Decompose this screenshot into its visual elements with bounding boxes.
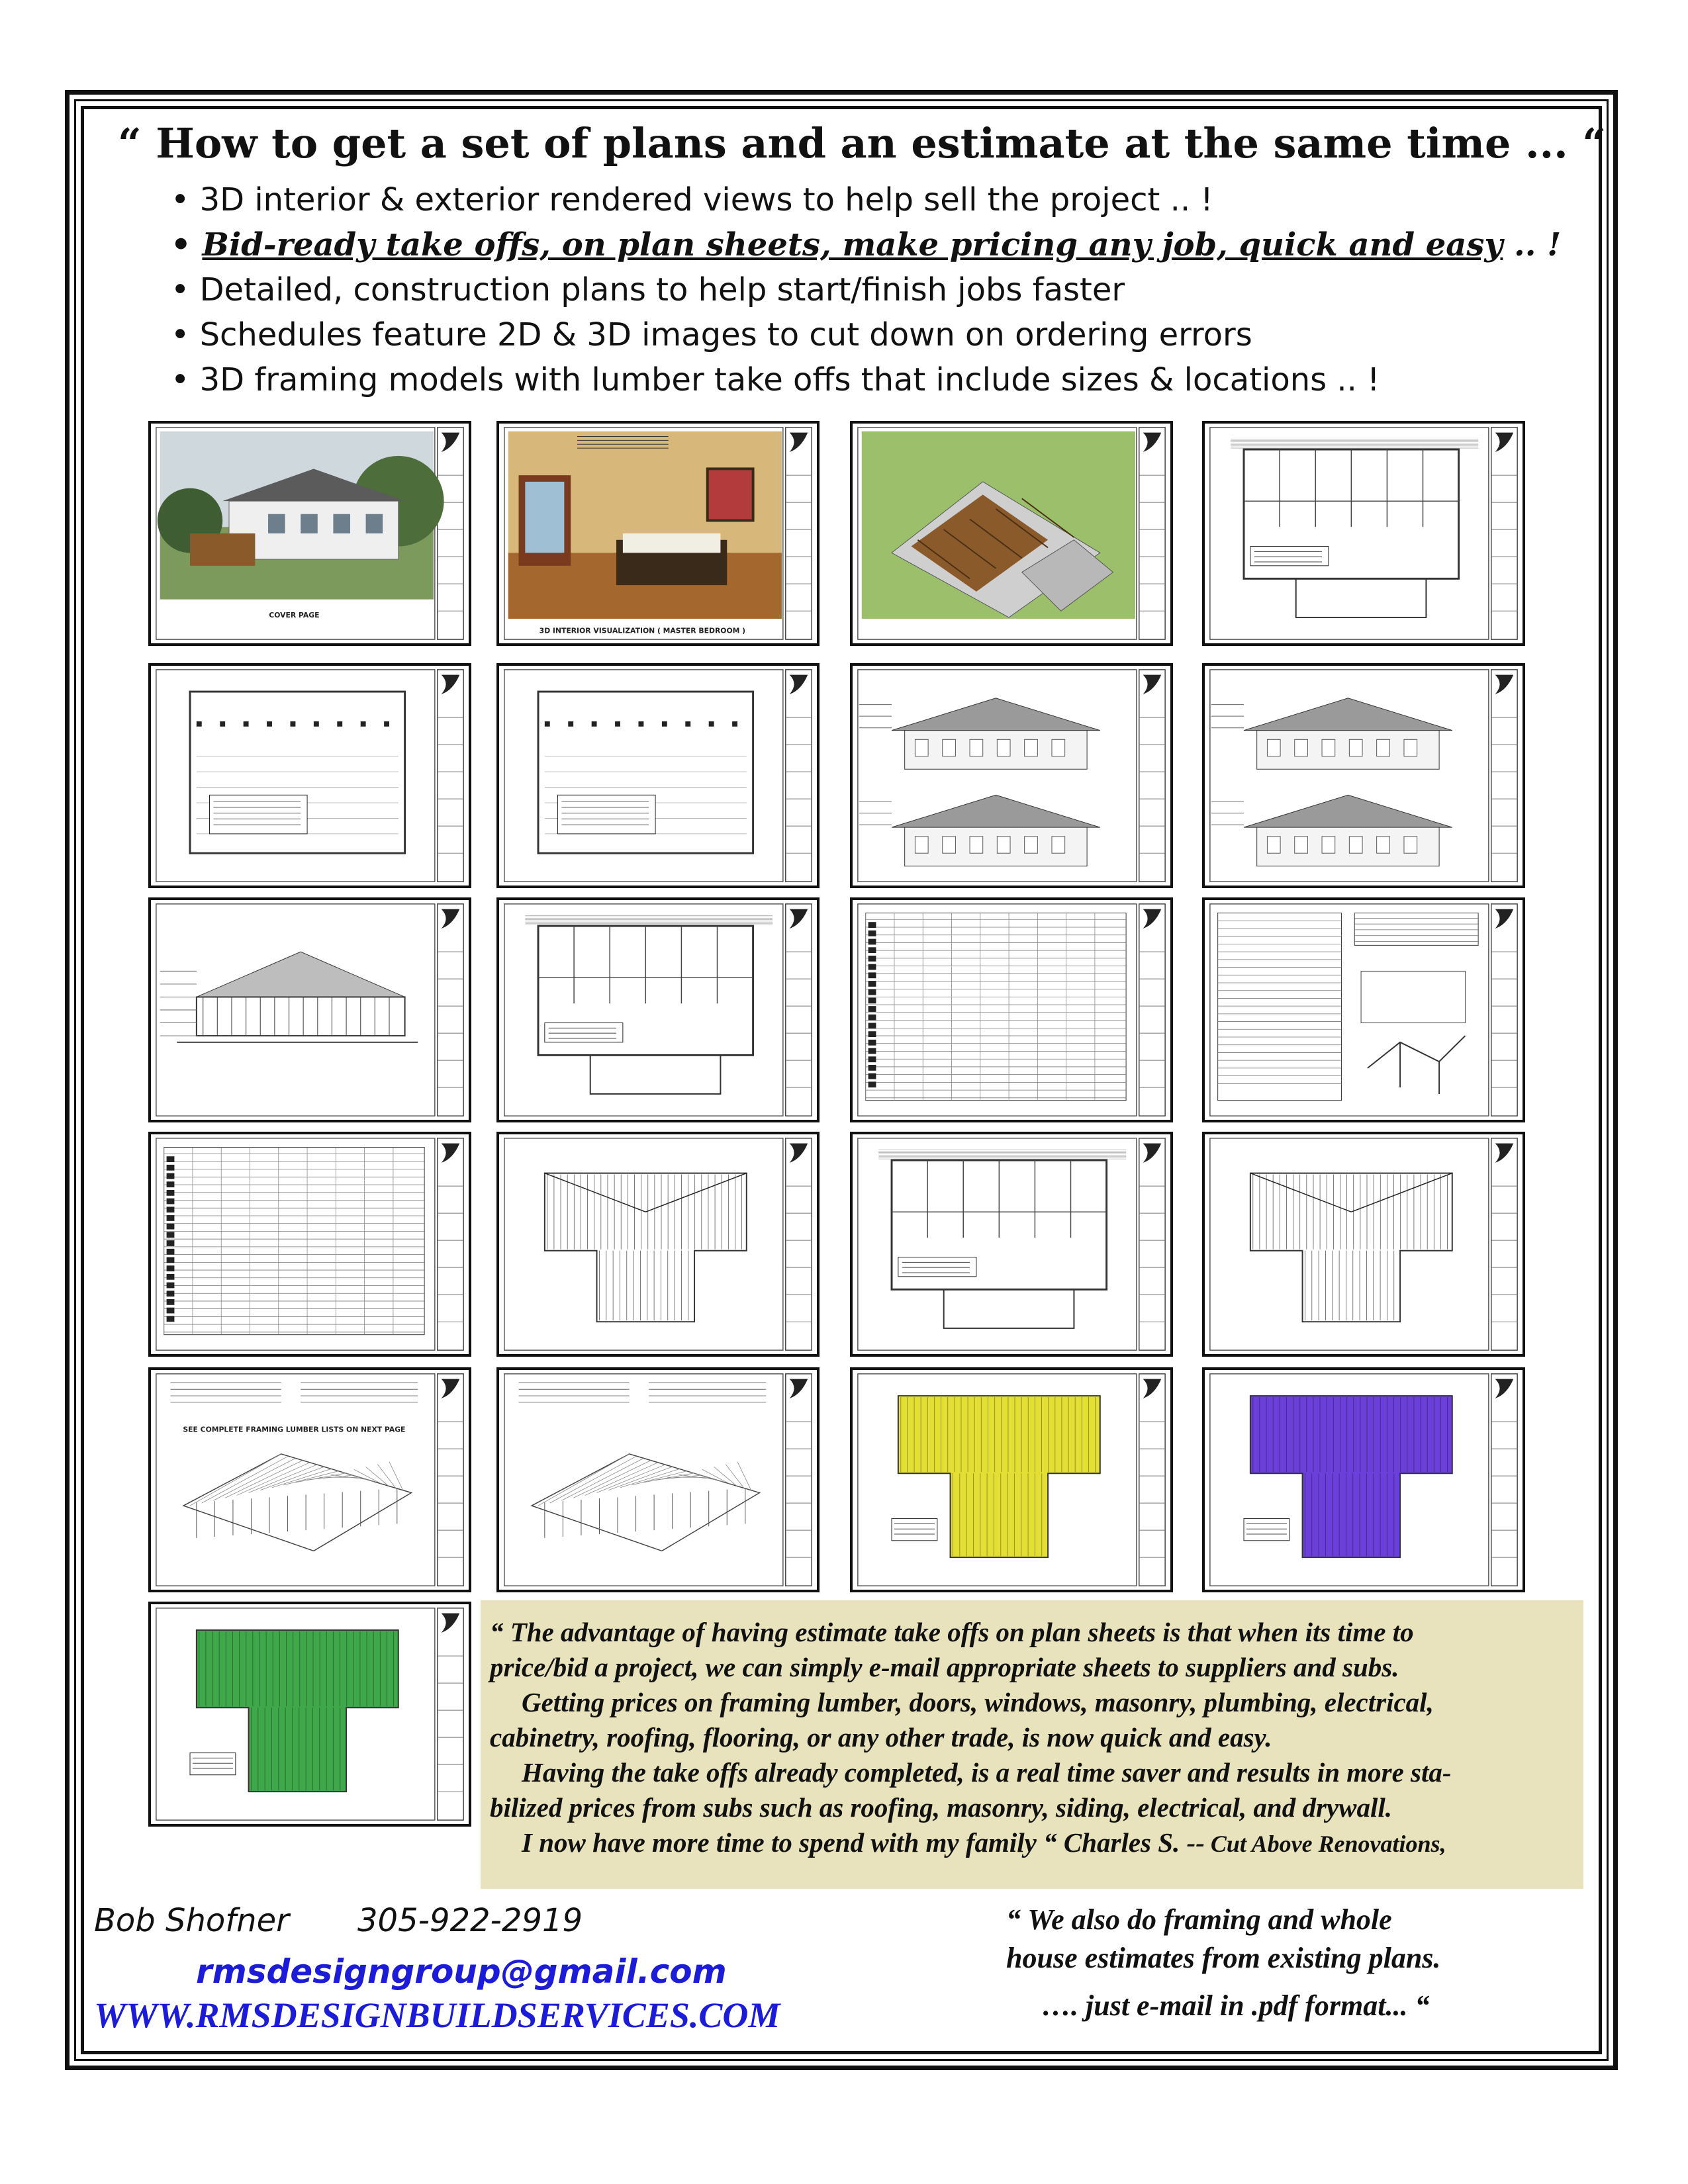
testimonial-line [490, 1825, 1566, 1862]
bullet-dot: • [171, 226, 203, 263]
plan-sheet-drawing [853, 424, 1170, 643]
plan-sheet-thumbnail [148, 663, 471, 888]
plan-sheet-drawing [151, 900, 469, 1120]
plan-sheet-drawing [151, 1604, 469, 1824]
plan-sheet-thumbnail [148, 1367, 471, 1592]
plan-sheet-thumbnail [496, 421, 820, 646]
plan-sheet-thumbnail [496, 1132, 820, 1357]
plan-sheet-thumbnail [148, 1132, 471, 1357]
plan-sheet-thumbnail [1202, 897, 1525, 1122]
plan-sheet-drawing [499, 666, 817, 886]
testimonial-line: Having the take offs already completed, is a real time saver and results in more sta- [522, 1757, 1452, 1788]
services-note-line: “ We also do framing and whole [1006, 1903, 1392, 1936]
headline: “ How to get a set of plans and an estimate at the same time ... “ [118, 119, 1607, 167]
plan-sheet-drawing [151, 1370, 469, 1590]
feature-item-highlight [171, 222, 1561, 267]
plan-sheet-thumbnail [496, 897, 820, 1122]
testimonial-closing: I now have more time to spend with my family “ Charles S. -- [522, 1827, 1205, 1858]
feature-highlight-text: Bid-ready take offs, on plan sheets, make pricing any job, quick and easy [202, 226, 1503, 263]
plan-sheet-thumbnail [850, 663, 1173, 888]
testimonial-line: Getting prices on framing lumber, doors, windows, masonry, plumbing, electrical, [522, 1687, 1434, 1717]
plan-sheet-thumbnail [1202, 1132, 1525, 1357]
thumbnail-caption: COVER PAGE [269, 610, 320, 619]
plan-sheet-thumbnail [148, 421, 471, 646]
services-note-line: …. just e-mail in .pdf format... “ [1042, 1989, 1430, 2022]
plan-sheet-thumbnail [496, 1367, 820, 1592]
plan-sheet-thumbnail [1202, 421, 1525, 646]
feature-item: • Schedules feature 2D & 3D images to cut down on ordering errors [171, 316, 1252, 353]
testimonial-line: price/bid a project, we can simply e-mail appropriate sheets to suppliers and subs. [490, 1652, 1399, 1682]
feature-highlight-tail: .. ! [1503, 226, 1562, 263]
plan-sheet-drawing [1205, 1370, 1523, 1590]
plan-sheet-thumbnail [850, 1132, 1173, 1357]
thumbnail-caption: 3D INTERIOR VISUALIZATION ( MASTER BEDROOM ) [539, 626, 746, 635]
plan-sheet-drawing [499, 1370, 817, 1590]
plan-sheet-drawing [1205, 1134, 1523, 1354]
plan-sheet-drawing [853, 1134, 1170, 1354]
plan-sheet-drawing [499, 1134, 817, 1354]
plan-sheet-drawing [853, 900, 1170, 1120]
plan-sheet-drawing [1205, 424, 1523, 643]
plan-sheet-drawing [853, 666, 1170, 886]
plan-sheet-drawing [151, 1134, 469, 1354]
plan-sheet-thumbnail [148, 897, 471, 1122]
plan-sheet-drawing [1205, 666, 1523, 886]
plan-sheet-thumbnail [850, 1367, 1173, 1592]
plan-sheet-thumbnail [850, 421, 1173, 646]
services-note [1006, 1901, 1575, 2025]
testimonial-box [481, 1600, 1583, 1889]
plan-sheet-thumbnail [1202, 663, 1525, 888]
plan-sheet-drawing [151, 666, 469, 886]
testimonial-signature: Cut Above Renovations, [1204, 1831, 1446, 1857]
feature-item: • 3D framing models with lumber take offs that include sizes & locations .. ! [171, 361, 1380, 398]
website-link[interactable]: WWW.RMSDESIGNBUILDSERVICES.COM [94, 1995, 780, 2035]
contact-email-link[interactable]: rmsdesigngroup@gmail.com [196, 1952, 727, 1991]
contact-name: Bob Shofner [94, 1902, 289, 1939]
plan-sheet-drawing [499, 424, 817, 643]
plan-sheet-drawing [1205, 900, 1523, 1120]
plan-sheet-thumbnail [1202, 1367, 1525, 1592]
feature-list [171, 177, 1561, 402]
plan-sheet-thumbnail [496, 663, 820, 888]
services-note-line: house estimates from existing plans. [1006, 1942, 1441, 1974]
plan-sheet-thumbnail [850, 897, 1173, 1122]
thumbnail-caption: SEE COMPLETE FRAMING LUMBER LISTS ON NEXT PAGE [183, 1425, 406, 1434]
feature-item: • 3D interior & exterior rendered views to help sell the project .. ! [171, 181, 1213, 218]
plan-sheet-drawing [151, 424, 469, 643]
plan-sheet-drawing [499, 900, 817, 1120]
plan-sheet-drawing [853, 1370, 1170, 1590]
testimonial-line: bilized prices from subs such as roofing, masonry, siding, electrical, and drywall. [490, 1792, 1392, 1823]
testimonial-line: “ The advantage of having estimate take offs on plan sheets is that when its time to [490, 1617, 1414, 1647]
contact-phone[interactable]: 305-922-2919 [357, 1902, 583, 1939]
feature-item: • Detailed, construction plans to help start/finish jobs faster [171, 271, 1125, 308]
testimonial-line: cabinetry, roofing, flooring, or any other trade, is now quick and easy. [490, 1722, 1272, 1752]
plan-sheet-thumbnail [148, 1602, 471, 1827]
